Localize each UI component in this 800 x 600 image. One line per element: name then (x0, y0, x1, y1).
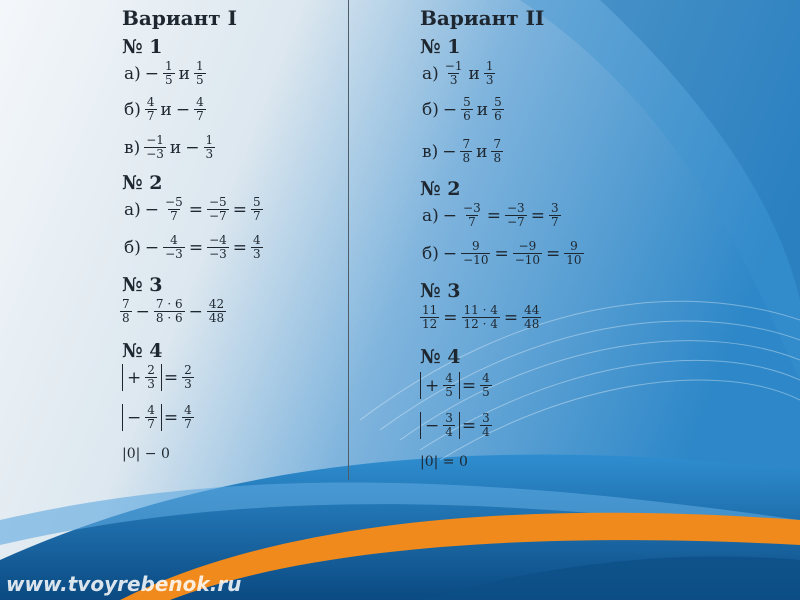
task-1-heading: № 1 (420, 36, 461, 58)
task-2-heading: № 2 (122, 172, 163, 194)
task-1v: в) − $\frac{7}{8}$ и 7 8 (422, 137, 502, 165)
task-3-expression: $\frac{11}{12}$ = $\frac{11 \cdot 4}{12 \cdot 4}$ = $\frac{44}{48}$ (422, 303, 540, 331)
task-2b: б) − $\frac{9}{-10}$ = $\frac{-9}{-10}$ = $\frac{9}{10}$ (422, 239, 582, 267)
task-2b: б) − $\frac{4}{-3}$ = $\frac{-4}{-3}$ = $\frac{4}{3}$ (124, 233, 261, 261)
task-4c: |0| − 0 (122, 446, 170, 462)
task-2-heading: № 2 (420, 178, 461, 200)
task-4a: + $\frac{4}{5}$ = $\frac{4}{5}$ (420, 372, 494, 399)
task-1v: в) −1 −3 и − $\frac{1}{3}$ (124, 133, 214, 161)
task-1b: б) − $\frac{5}{6}$ и 5 6 (422, 95, 502, 123)
task-4-heading: № 4 (122, 340, 163, 362)
task-4c: |0| = 0 (420, 454, 468, 470)
task-3-heading: № 3 (420, 280, 461, 302)
task-1a: а) − $\frac{1}{5}$ и 1 5 (124, 59, 204, 87)
task-2a: а) − $\frac{-3}{7}$ = $\frac{-3}{-7}$ = $\frac{3}{7}$ (422, 201, 559, 229)
task-4b: − $\frac{3}{4}$ = $\frac{3}{4}$ (420, 412, 494, 439)
variant-1-title: Вариант I (122, 6, 237, 30)
task-1-heading: № 1 (122, 36, 163, 58)
column-divider (348, 0, 349, 480)
task-1b: б) 4 7 и − $\frac{4}{7}$ (124, 95, 204, 123)
task-1a: а) −1 3 и 1 3 (422, 59, 494, 87)
task-4-heading: № 4 (420, 346, 461, 368)
task-2a: а) − $\frac{-5}{7}$ = $\frac{-5}{-7}$ = $\frac{5}{7}$ (124, 195, 261, 223)
task-3-expression: 7 8 − $\frac{7 \cdot 6}{8 \cdot 6}$ − $\frac{42}{48}$ (122, 297, 225, 325)
task-3-heading: № 3 (122, 274, 163, 296)
task-4a: + $\frac{2}{3}$ = $\frac{2}{3}$ (122, 364, 196, 391)
variant-2-title: Вариант II (420, 6, 545, 30)
task-4b: − $\frac{4}{7}$ = $\frac{4}{7}$ (122, 404, 196, 431)
watermark: www.tvoyrebenok.ru (6, 572, 242, 596)
